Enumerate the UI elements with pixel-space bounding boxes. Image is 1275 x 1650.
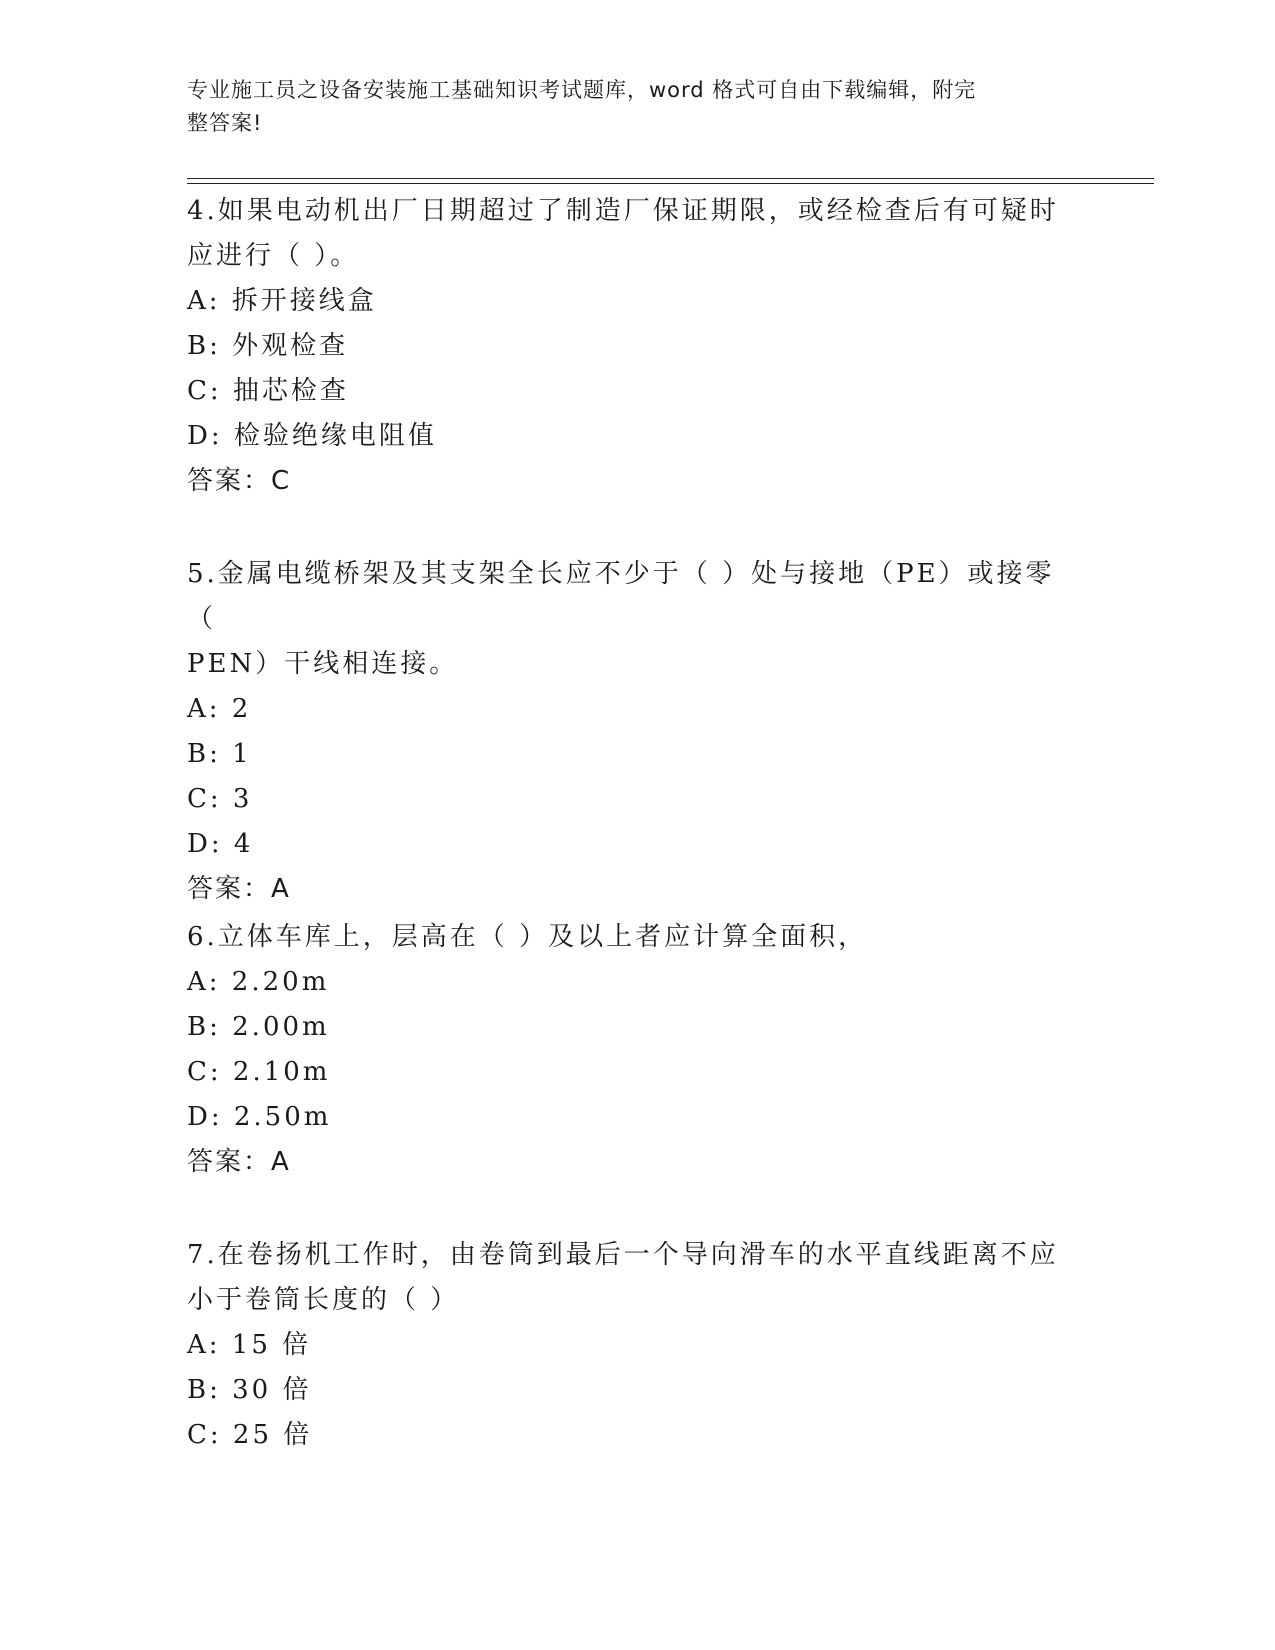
question-7 (187, 1233, 1067, 1458)
question-text-line-2: 应进行（ ）。 (187, 241, 360, 271)
header-divider-bottom (187, 183, 1154, 184)
option-a: A: 拆开接线盒 (187, 286, 377, 316)
question-text-line-1: 4.如果电动机出厂日期超过了制造厂保证期限，或经检查后有可疑时 (187, 196, 1059, 226)
header-line-1: 专业施工员之设备安装施工基础知识考试题库，word 格式可自由下载编辑，附完 (187, 78, 977, 102)
option-b: B: 30 倍 (187, 1375, 312, 1405)
option-c: C: 抽芯检查 (187, 376, 349, 406)
question-4 (187, 189, 1067, 504)
option-b: B: 外观检查 (187, 331, 349, 361)
answer-line: 答案：C (187, 466, 292, 496)
question-5 (187, 552, 1067, 912)
header-divider-top (187, 178, 1154, 179)
option-d: D: 检验绝缘电阻值 (187, 421, 437, 451)
answer-line: 答案：A (187, 874, 291, 904)
option-a: A: 15 倍 (187, 1330, 312, 1360)
header-line-2: 整答案! (187, 111, 263, 135)
question-text-line-1: 6.立体车库上，层高在（ ）及以上者应计算全面积， (187, 922, 868, 952)
option-b: B: 1 (187, 739, 252, 769)
option-c: C: 2.10m (187, 1057, 331, 1087)
option-a: A: 2 (187, 694, 252, 724)
document-header (187, 74, 1067, 140)
option-c: C: 25 倍 (187, 1420, 313, 1450)
option-b: B: 2.00m (187, 1012, 330, 1042)
answer-line: 答案：A (187, 1147, 291, 1177)
question-text-line-2: 小于卷筒长度的（ ） (187, 1285, 460, 1315)
question-text-line-2: PEN）干线相连接。 (187, 649, 459, 679)
option-a: A: 2.20m (187, 967, 330, 997)
question-6 (187, 915, 1067, 1185)
option-c: C: 3 (187, 784, 253, 814)
question-text-line-1: 5.金属电缆桥架及其支架全长应不少于（ ）处与接地（PE）或接零（ (187, 559, 1055, 634)
option-d: D: 4 (187, 829, 254, 859)
option-d: D: 2.50m (187, 1102, 332, 1132)
question-text-line-1: 7.在卷扬机工作时，由卷筒到最后一个导向滑车的水平直线距离不应 (187, 1240, 1059, 1270)
